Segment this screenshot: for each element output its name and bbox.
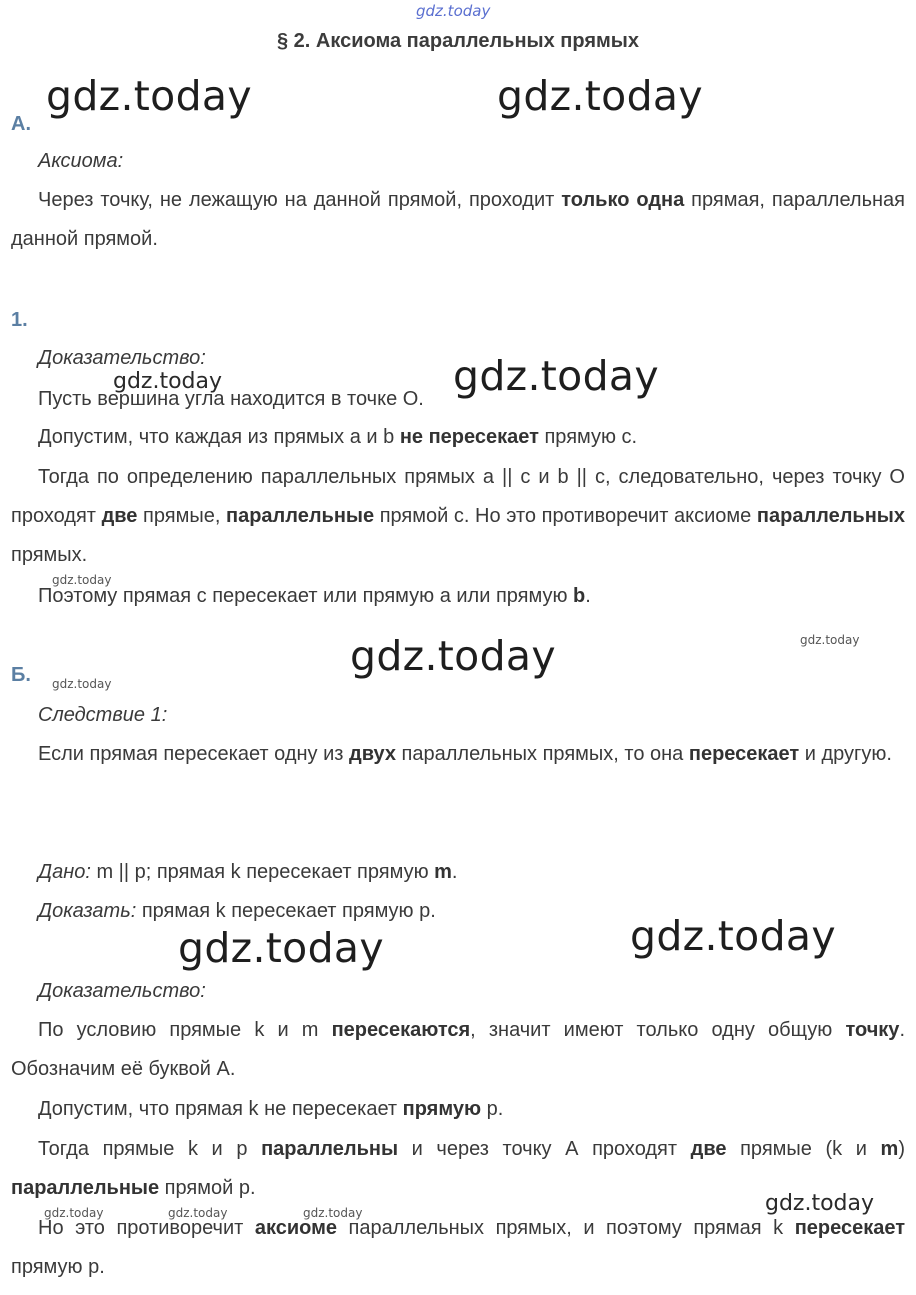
proof-paragraph: По условию прямые k и m пересекаются, значит имеют только одну общую точку. Обозначим её буквой А. — [11, 1019, 905, 1080]
proof-paragraph: Но это противоречит аксиоме параллельных прямых, и поэтому прямая k пересекает прямую p. — [11, 1217, 905, 1278]
proof-paragraph: Поэтому прямая с пересекает или прямую а или прямую b. — [38, 585, 591, 607]
proof-heading-b: Доказательство: — [38, 980, 206, 1002]
watermark: gdz.today — [52, 677, 112, 691]
watermark: gdz.today — [350, 632, 556, 680]
watermark: gdz.today — [168, 1206, 228, 1220]
watermark: gdz.today — [44, 1206, 104, 1220]
watermark: gdz.today — [800, 633, 860, 647]
proof-paragraph: Тогда прямые k и p параллельны и через точку А проходят две прямые (k и m) параллельные прямой p. — [11, 1138, 905, 1199]
axiom-heading: Аксиома: — [38, 150, 124, 172]
section-label-b: Б. — [11, 664, 31, 686]
page-title: § 2. Аксиома параллельных прямых — [276, 30, 640, 52]
watermark: gdz.today — [630, 912, 836, 960]
watermark: gdz.today — [303, 1206, 363, 1220]
prove-line: Доказать: прямая k пересекает прямую p. — [38, 900, 436, 922]
corollary-text: Если прямая пересекает одну из двух параллельных прямых, то она пересекает и другую. — [38, 743, 892, 765]
given-line: Дано: m || p; прямая k пересекает прямую m. — [38, 861, 458, 883]
proof-paragraph: Допустим, что прямая k не пересекает прямую p. — [38, 1098, 504, 1120]
watermark: gdz.today — [178, 924, 384, 972]
task-label-1: 1. — [11, 309, 28, 331]
watermark-top: gdz.today — [416, 2, 491, 20]
watermark: gdz.today — [46, 72, 252, 120]
watermark: gdz.today — [453, 352, 659, 400]
proof-heading: Доказательство: — [38, 347, 206, 369]
proof-paragraph: Пусть вершина угла находится в точке О. — [38, 388, 424, 410]
axiom-text: Через точку, не лежащую на данной прямой, проходит только одна прямая, параллельная данной прямой. — [11, 189, 905, 250]
watermark: gdz.today — [113, 369, 223, 394]
proof-paragraph: Допустим, что каждая из прямых а и b не пересекает прямую с. — [38, 426, 638, 448]
watermark: gdz.today — [497, 72, 703, 120]
watermark: gdz.today — [765, 1191, 875, 1216]
section-label-a: А. — [11, 113, 31, 135]
watermark: gdz.today — [52, 573, 112, 587]
proof-paragraph: Тогда по определению параллельных прямых а || с и b || с, следовательно, через точку О проходят две прямые, параллельные прямой с. Но это противоречит аксиоме параллельных прямых. — [11, 466, 906, 566]
corollary-heading: Следствие 1: — [38, 704, 168, 726]
